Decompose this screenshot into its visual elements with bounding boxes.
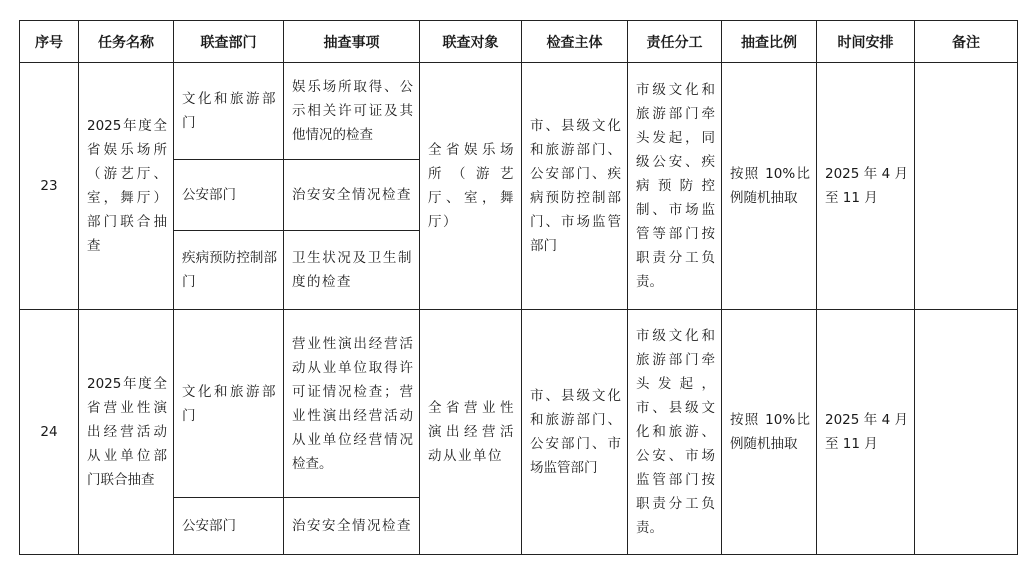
inspection-item: 娱乐场所取得、公示相关许可证及其他情况的检查 [292,79,413,143]
duty-cell [628,310,722,555]
remark-cell [915,310,1018,555]
inspection-subject: 市、县级文化和旅游部门、公安部门、市场监管部门 [530,388,621,476]
department-cell [174,498,284,555]
ratio-cell [722,63,817,310]
duty-cell [628,63,722,310]
schedule-cell [817,310,915,555]
department-name: 公安部门 [182,187,236,203]
sampling-ratio: 按照 10%比例随机抽取 [730,166,810,206]
inspection-item-cell [284,160,420,231]
header-duty: 责任分工 [628,21,722,63]
department-cell [174,160,284,231]
inspection-item: 卫生状况及卫生制度的检查 [292,250,413,290]
schedule-cell [817,63,915,310]
duty-division: 市级文化和旅游部门牵头发起，同级公安、疾病预防控制、市场监管等部门按职责分工负责。 [636,82,715,290]
department-cell [174,231,284,310]
department-name: 文化和旅游部门 [182,91,277,131]
task-no: 24 [40,424,58,440]
inspection-target: 全省娱乐场所（游艺厅、室，舞厅） [428,142,515,230]
header-schedule: 时间安排 [817,21,915,63]
task-name-cell [79,310,174,555]
header-row [20,21,1018,63]
department-name: 公安部门 [182,518,236,534]
remark-cell [915,63,1018,310]
inspection-item: 治安安全情况检查 [292,187,412,203]
inspection-item-cell [284,231,420,310]
header-no: 序号 [20,21,79,63]
table-row [20,310,1018,498]
inspection-item-cell [284,310,420,498]
header-department: 联查部门 [174,21,284,63]
inspection-item-cell [284,63,420,160]
header-inspection-item: 抽查事项 [284,21,420,63]
sampling-ratio: 按照 10%比例随机抽取 [730,412,810,452]
schedule: 2025 年 4 月至 11 月 [825,412,908,452]
department-cell [174,63,284,160]
inspection-subject: 市、县级文化和旅游部门、公安部门、疾病预防控制部门、市场监管部门 [530,118,621,254]
task-no: 23 [40,178,58,194]
inspection-table-container [19,20,1018,555]
subject-cell [522,310,628,555]
task-no-cell [20,63,79,310]
inspection-target: 全省营业性演出经营活动从业单位 [428,400,515,464]
header-task-name: 任务名称 [79,21,174,63]
inspection-item: 治安安全情况检查 [292,518,412,534]
task-name: 2025年度全省营业性演出经营活动从业单位部门联合抽查 [87,376,167,488]
department-name: 疾病预防控制部门 [182,250,277,290]
subject-cell [522,63,628,310]
task-name-cell [79,63,174,310]
target-cell [420,63,522,310]
header-ratio: 抽查比例 [722,21,817,63]
task-name: 2025年度全省娱乐场所（游艺厅、室，舞厅）部门联合抽查 [87,118,167,254]
inspection-table [19,20,1018,555]
header-subject: 检查主体 [522,21,628,63]
inspection-item-cell [284,498,420,555]
header-remark: 备注 [915,21,1018,63]
ratio-cell [722,310,817,555]
schedule: 2025 年 4 月至 11 月 [825,166,908,206]
target-cell [420,310,522,555]
department-cell [174,310,284,498]
header-target: 联查对象 [420,21,522,63]
inspection-item: 营业性演出经营活动从业单位取得许可证情况检查；营业性演出经营活动从业单位经营情况检查。 [292,335,413,472]
department-name: 文化和旅游部门 [182,383,277,424]
task-no-cell [20,310,79,555]
table-row [20,63,1018,160]
duty-division: 市级文化和旅游部门牵头发起，市、县级文化和旅游、公安、市场监管部门按职责分工负责。 [636,328,715,536]
